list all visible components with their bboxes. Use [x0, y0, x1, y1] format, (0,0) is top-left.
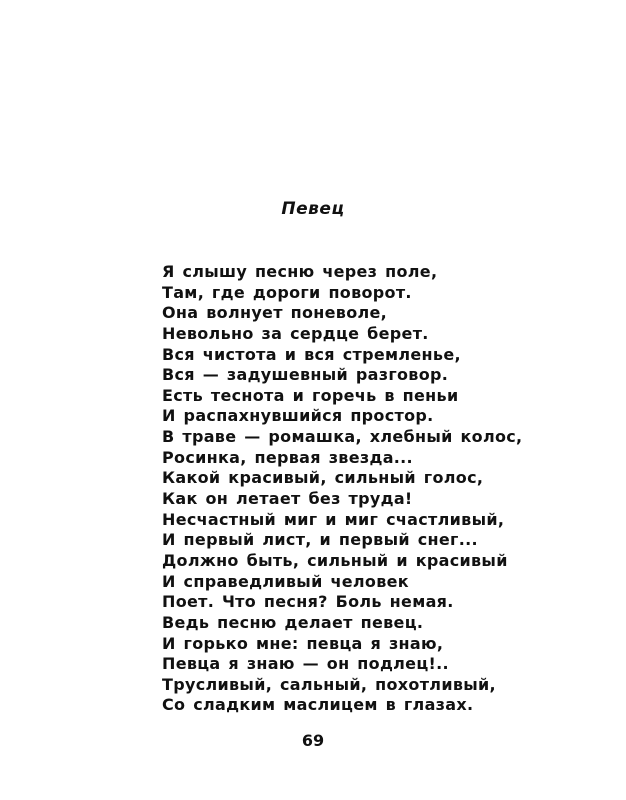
poem-line: Невольно за сердце берет.: [162, 323, 429, 343]
poem-line: Несчастный миг и миг счастливый,: [162, 509, 505, 529]
poem-line: Там, где дороги поворот.: [162, 282, 412, 302]
poem-line: И первый лист, и первый снег...: [162, 530, 478, 550]
poem-line: И распахнувшийся простор.: [162, 406, 434, 426]
poem-line: Поет. Что песня? Боль немая.: [162, 592, 454, 612]
poem-line: Как он летает без труда!: [162, 489, 413, 509]
poem-line: Есть теснота и горечь в пеньи: [162, 385, 459, 405]
poem-line: В траве — ромашка, хлебный колос,: [162, 427, 523, 447]
poem-line: Росинка, первая звезда...: [162, 447, 413, 467]
poem-line: И справедливый человек: [162, 571, 409, 591]
poem-line: Трусливый, сальный, похотливый,: [162, 674, 496, 694]
poem-line: Со сладким маслицем в глазах.: [162, 695, 474, 715]
poem-line: Ведь песню делает певец.: [162, 612, 424, 632]
poem-line: И горько мне: певца я знаю,: [162, 633, 444, 653]
poem-line: Вся чистота и вся стремленье,: [162, 344, 461, 364]
poem-title: Певец: [281, 199, 345, 219]
poem-line: Вся — задушевный разговор.: [162, 365, 449, 385]
poem-line: Певца я знаю — он подлец!..: [162, 654, 449, 674]
poem-line: Должно быть, сильный и красивый: [162, 550, 508, 570]
poem-line: Какой красивый, сильный голос,: [162, 468, 484, 488]
page-number: 69: [301, 731, 325, 750]
poem-line: Я слышу песню через поле,: [162, 262, 438, 281]
poem-text: [162, 262, 522, 716]
poem-line: Она волнует поневоле,: [162, 303, 388, 323]
